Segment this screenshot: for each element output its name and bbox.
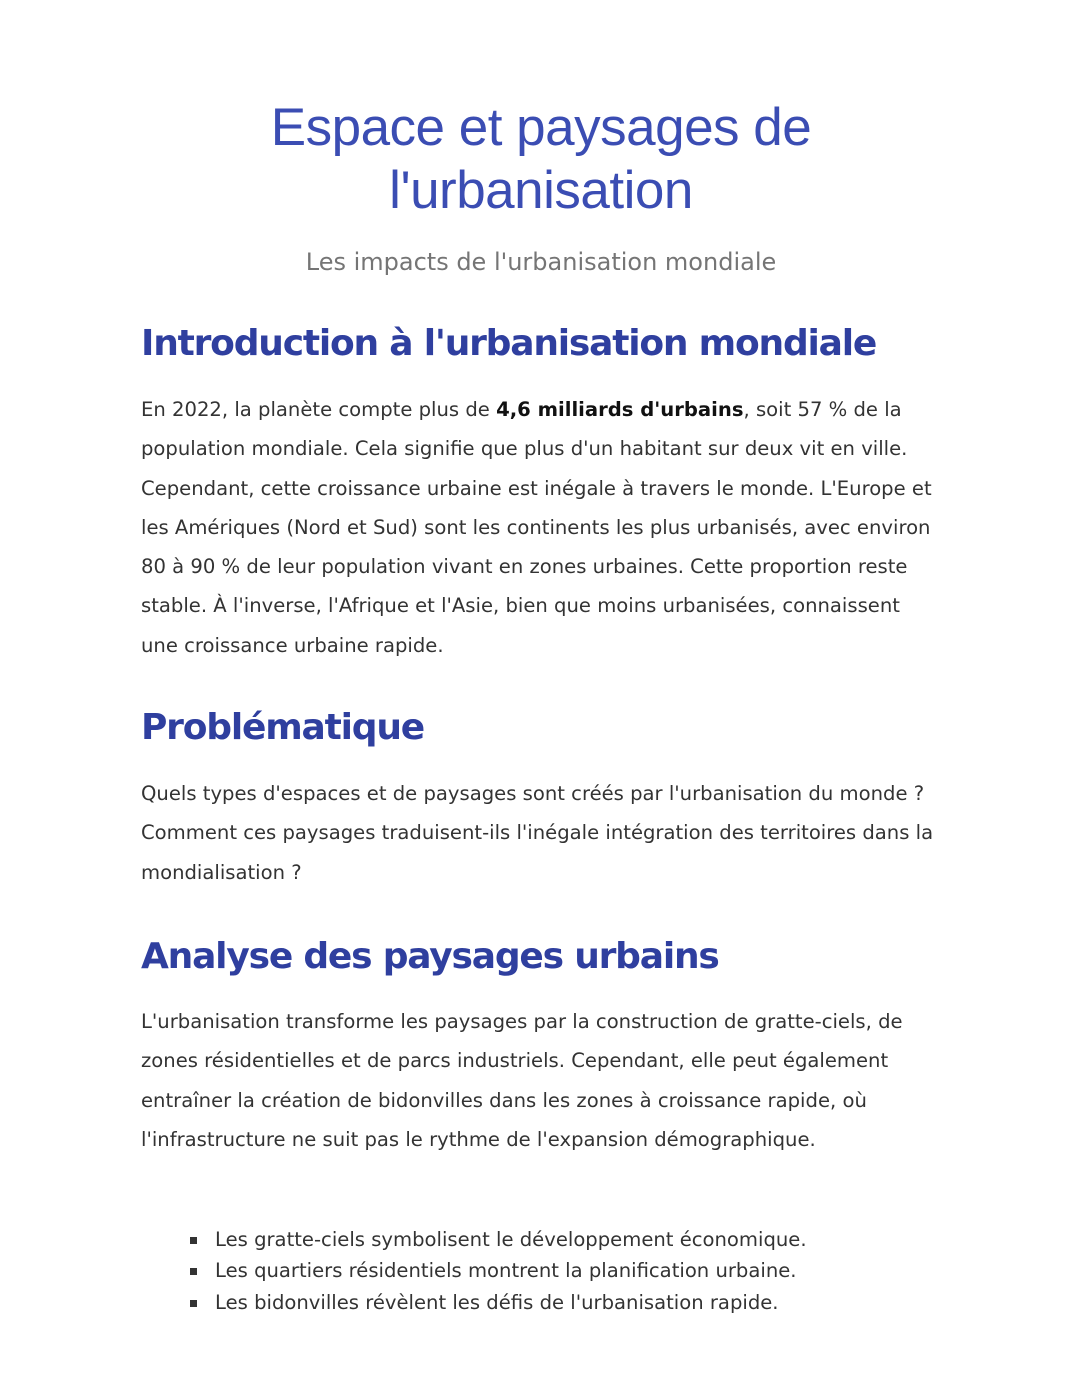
list-item: Les gratte-ciels symbolisent le développement économique. [188, 1224, 807, 1255]
problematique-paragraph: Quels types d'espaces et de paysages sont créés par l'urbanisation du monde ? Comment ces paysages traduisent-ils l'inégale intégration des territoires dans la mondialisation ? [141, 782, 934, 884]
document-title: Espace et paysages de l'urbanisation [270, 98, 812, 220]
section-heading-problematique: Problématique [141, 707, 424, 748]
list-item: Les quartiers résidentiels montrent la planification urbaine. [188, 1255, 807, 1286]
analyse-paragraph: L'urbanisation transforme les paysages par la construction de gratte-ciels, de zones résidentielles et de parcs industriels. Cependant, elle peut également entraîner la création de bidonvilles dans les zones à croissance rapide, où l'infrastructure ne suit pas le rythme de l'expansion démographique. [141, 1010, 903, 1151]
intro-text-after: , soit 57 % de la population mondiale. Cela signifie que plus d'un habitant sur deux vit en ville. Cependant, cette croissance urbaine est inégale à travers le monde. L'Europe et les Amériques (Nord et Sud) sont les continents les plus urbanisés, avec environ 80 à 90 % de leur population vivant en zones urbaines. Cette proportion reste stable. À l'inverse, l'Afrique et l'Asie, bien que moins urbanisées, connaissent une croissance urbaine rapide. [141, 398, 932, 657]
section-heading-analyse: Analyse des paysages urbains [141, 936, 719, 977]
analyse-bullet-list [188, 1224, 807, 1318]
list-item: Les bidonvilles révèlent les défis de l'urbanisation rapide. [188, 1287, 807, 1318]
introduction-paragraph [141, 390, 941, 665]
intro-text-before: En 2022, la planète compte plus de [141, 398, 497, 421]
document-subtitle: Les impacts de l'urbanisation mondiale [305, 248, 777, 276]
intro-bold-figure: 4,6 milliards d'urbains [496, 398, 744, 421]
section-heading-introduction: Introduction à l'urbanisation mondiale [141, 323, 877, 364]
